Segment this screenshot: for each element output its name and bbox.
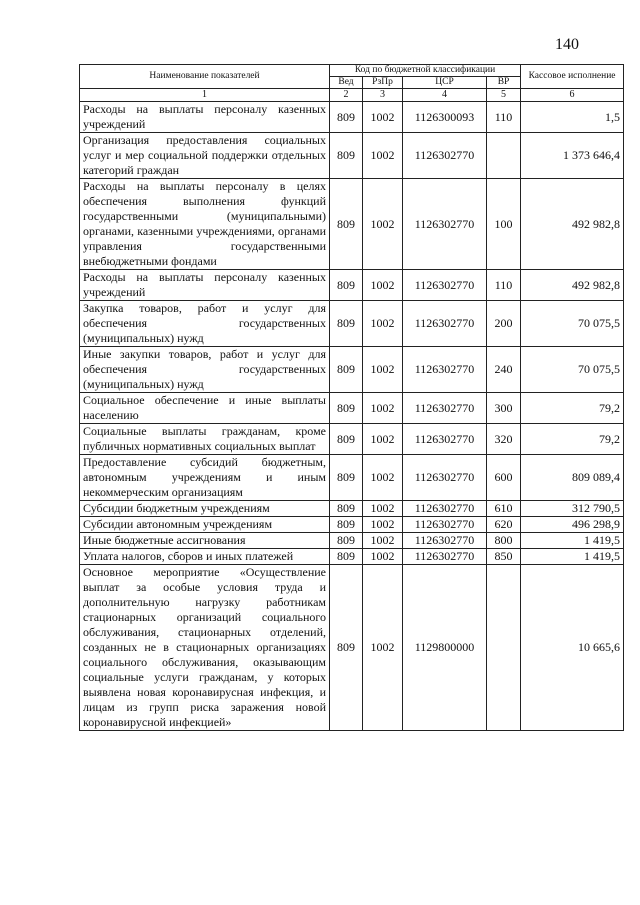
row-rzpr: 1002 xyxy=(363,270,403,301)
header-row-top xyxy=(80,65,624,77)
row-name: Социальные выплаты гражданам, кроме публичных нормативных социальных выплат xyxy=(80,424,330,455)
row-rzpr: 1002 xyxy=(363,549,403,565)
row-name: Субсидии бюджетным учреждениям xyxy=(80,501,330,517)
row-rzpr: 1002 xyxy=(363,347,403,393)
row-csr: 1126300093 xyxy=(403,102,487,133)
row-ved: 809 xyxy=(330,501,363,517)
row-amount: 1 419,5 xyxy=(521,533,624,549)
row-name: Социальное обеспечение и иные выплаты населению xyxy=(80,393,330,424)
row-ved: 809 xyxy=(330,455,363,501)
row-vr: 200 xyxy=(487,301,521,347)
row-csr: 1126302770 xyxy=(403,270,487,301)
table-row xyxy=(80,565,624,731)
table-row xyxy=(80,549,624,565)
row-csr: 1126302770 xyxy=(403,517,487,533)
table-row xyxy=(80,517,624,533)
row-rzpr: 1002 xyxy=(363,102,403,133)
row-vr: 610 xyxy=(487,501,521,517)
row-name: Иные закупки товаров, работ и услуг для обеспечения государственных (муниципальных) нужд xyxy=(80,347,330,393)
table-row xyxy=(80,179,624,270)
row-rzpr: 1002 xyxy=(363,133,403,179)
table-row xyxy=(80,455,624,501)
column-number: 1 xyxy=(80,89,330,102)
row-amount: 312 790,5 xyxy=(521,501,624,517)
row-amount: 496 298,9 xyxy=(521,517,624,533)
row-csr: 1126302770 xyxy=(403,133,487,179)
row-name: Расходы на выплаты персоналу казенных учреждений xyxy=(80,270,330,301)
table-row xyxy=(80,393,624,424)
row-vr: 300 xyxy=(487,393,521,424)
row-ved: 809 xyxy=(330,102,363,133)
row-name: Расходы на выплаты персоналу в целях обеспечения выполнения функций государственными (муниципальными) органами, казенными учреждениями, органами управления государственными внебюджетными фондами xyxy=(80,179,330,270)
row-ved: 809 xyxy=(330,179,363,270)
row-csr: 1126302770 xyxy=(403,455,487,501)
row-rzpr: 1002 xyxy=(363,501,403,517)
row-csr: 1126302770 xyxy=(403,549,487,565)
table-row xyxy=(80,533,624,549)
header-code-group: Код по бюджетной классификации xyxy=(330,65,521,77)
row-csr: 1126302770 xyxy=(403,393,487,424)
header-name: Наименование показателей xyxy=(80,65,330,89)
row-csr: 1126302770 xyxy=(403,347,487,393)
row-amount: 79,2 xyxy=(521,393,624,424)
row-amount: 1 419,5 xyxy=(521,549,624,565)
row-rzpr: 1002 xyxy=(363,179,403,270)
row-vr xyxy=(487,565,521,731)
row-amount: 79,2 xyxy=(521,424,624,455)
row-ved: 809 xyxy=(330,424,363,455)
row-ved: 809 xyxy=(330,549,363,565)
table-row xyxy=(80,347,624,393)
row-name: Субсидии автономным учреждениям xyxy=(80,517,330,533)
row-amount: 809 089,4 xyxy=(521,455,624,501)
header-csr: ЦСР xyxy=(403,77,487,89)
row-rzpr: 1002 xyxy=(363,301,403,347)
row-csr: 1129800000 xyxy=(403,565,487,731)
row-amount: 1 373 646,4 xyxy=(521,133,624,179)
table-row xyxy=(80,424,624,455)
table-row xyxy=(80,270,624,301)
row-ved: 809 xyxy=(330,565,363,731)
row-amount: 70 075,5 xyxy=(521,347,624,393)
row-vr: 800 xyxy=(487,533,521,549)
column-number: 6 xyxy=(521,89,624,102)
row-name: Предоставление субсидий бюджетным, автономным учреждениям и иным некоммерческим организациям xyxy=(80,455,330,501)
column-number: 5 xyxy=(487,89,521,102)
row-rzpr: 1002 xyxy=(363,565,403,731)
row-amount: 1,5 xyxy=(521,102,624,133)
row-ved: 809 xyxy=(330,301,363,347)
row-csr: 1126302770 xyxy=(403,301,487,347)
row-name: Иные бюджетные ассигнования xyxy=(80,533,330,549)
budget-execution-table xyxy=(79,64,624,731)
header-vr: ВР xyxy=(487,77,521,89)
row-vr: 240 xyxy=(487,347,521,393)
row-rzpr: 1002 xyxy=(363,455,403,501)
row-name: Уплата налогов, сборов и иных платежей xyxy=(80,549,330,565)
row-vr: 110 xyxy=(487,270,521,301)
header-rzpr: РзПр xyxy=(363,77,403,89)
row-vr xyxy=(487,133,521,179)
row-name: Организация предоставления социальных услуг и мер социальной поддержки отдельных категорий граждан xyxy=(80,133,330,179)
row-ved: 809 xyxy=(330,270,363,301)
row-name: Основное мероприятие «Осуществление выплат за особые условия труда и дополнительную нагрузку работникам стационарных организаций социального обслуживания, стационарных отделений, созданных не в стационарных организациях социального обслуживания, оказывающим социальные услуги гражданам, у которых выявлена новая коронавирусная инфекция, и лицам из групп риска заражения новой коронавирусной инфекцией» xyxy=(80,565,330,731)
row-amount: 492 982,8 xyxy=(521,270,624,301)
page-number: 140 xyxy=(555,36,579,53)
header-ved: Вед xyxy=(330,77,363,89)
row-vr: 100 xyxy=(487,179,521,270)
row-name: Закупка товаров, работ и услуг для обеспечения государственных (муниципальных) нужд xyxy=(80,301,330,347)
row-csr: 1126302770 xyxy=(403,501,487,517)
row-vr: 620 xyxy=(487,517,521,533)
row-vr: 110 xyxy=(487,102,521,133)
row-ved: 809 xyxy=(330,393,363,424)
row-ved: 809 xyxy=(330,133,363,179)
row-csr: 1126302770 xyxy=(403,179,487,270)
column-number: 3 xyxy=(363,89,403,102)
row-rzpr: 1002 xyxy=(363,533,403,549)
row-vr: 320 xyxy=(487,424,521,455)
table-row xyxy=(80,301,624,347)
row-rzpr: 1002 xyxy=(363,393,403,424)
row-name: Расходы на выплаты персоналу казенных учреждений xyxy=(80,102,330,133)
row-rzpr: 1002 xyxy=(363,424,403,455)
row-rzpr: 1002 xyxy=(363,517,403,533)
column-number: 4 xyxy=(403,89,487,102)
table-row xyxy=(80,501,624,517)
row-amount: 492 982,8 xyxy=(521,179,624,270)
row-amount: 10 665,6 xyxy=(521,565,624,731)
row-ved: 809 xyxy=(330,517,363,533)
row-csr: 1126302770 xyxy=(403,424,487,455)
column-number-row xyxy=(80,89,624,102)
row-ved: 809 xyxy=(330,347,363,393)
table-row xyxy=(80,133,624,179)
row-csr: 1126302770 xyxy=(403,533,487,549)
column-number: 2 xyxy=(330,89,363,102)
row-vr: 850 xyxy=(487,549,521,565)
header-amount: Кассовое исполнение xyxy=(521,65,624,89)
table-row xyxy=(80,102,624,133)
row-amount: 70 075,5 xyxy=(521,301,624,347)
row-ved: 809 xyxy=(330,533,363,549)
row-vr: 600 xyxy=(487,455,521,501)
